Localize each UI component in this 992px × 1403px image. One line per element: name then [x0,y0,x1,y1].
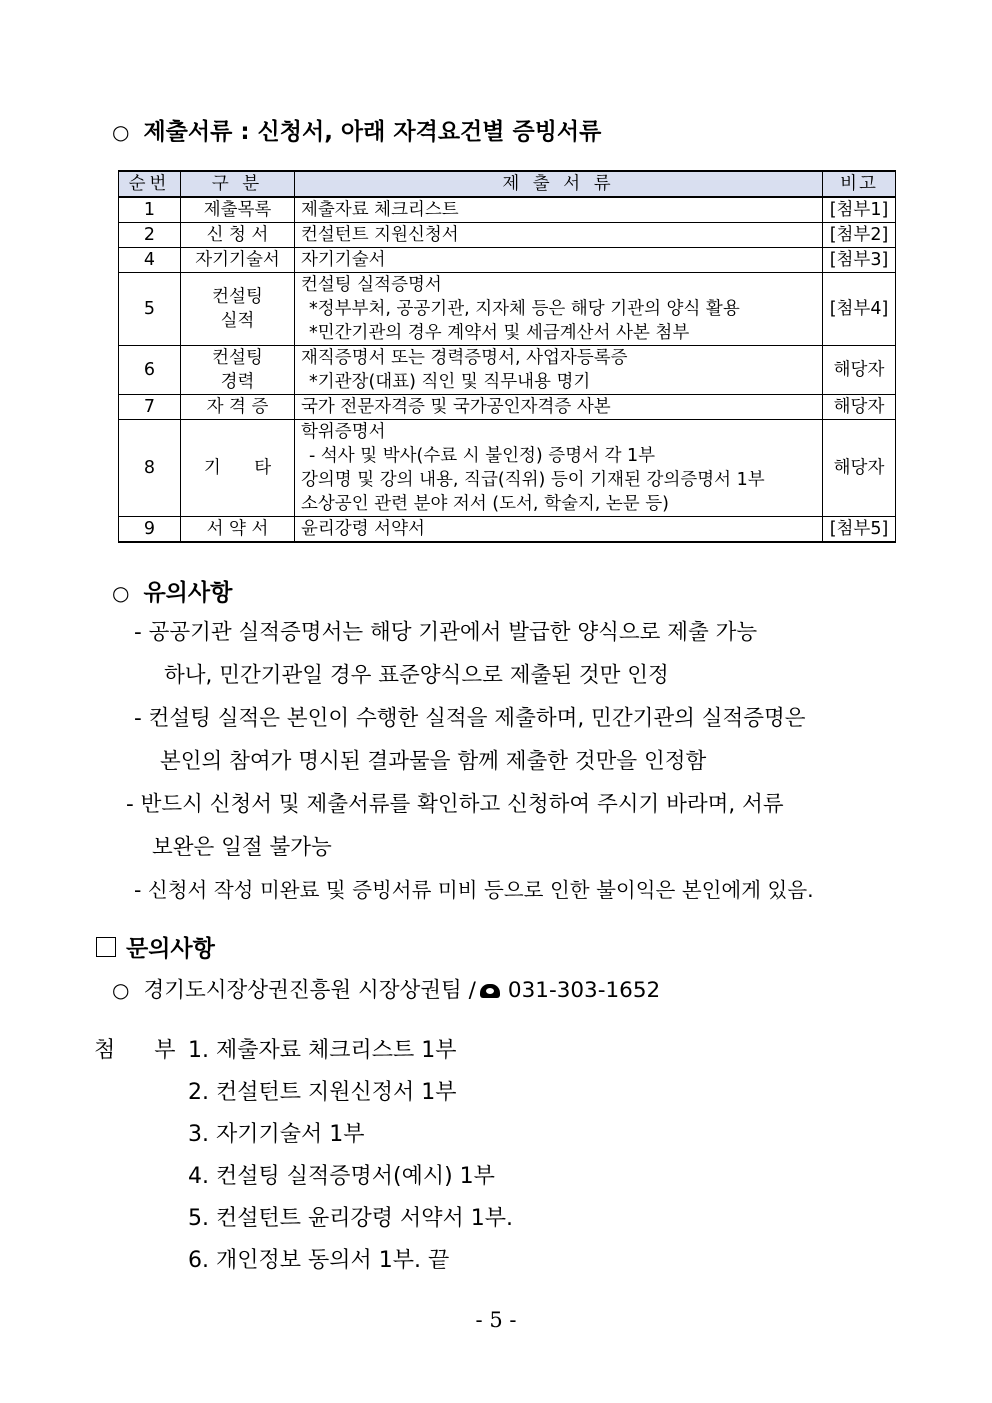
circle-bullet: ○ [112,120,130,144]
row-note: 해당자 [823,420,896,517]
row-docs: 컨설턴트 지원신청서 [295,223,823,248]
row-category [181,273,295,346]
doc-line: 학위증명서 [301,422,386,442]
attachment-item: 4. 컨설팅 실적증명서(예시) 1부 [188,1164,495,1189]
doc-line: 소상공인 관련 분야 저서 (도서, 학술지, 논문 등) [301,494,670,514]
row-note: [첨부5] [823,517,896,543]
row-docs [295,273,823,346]
contact-title [96,930,215,963]
row-docs: 제출자료 체크리스트 [295,197,823,223]
row-category [181,346,295,395]
row-category: 자기기술서 [181,248,295,273]
row-note: [첨부2] [823,223,896,248]
table-row [119,273,896,346]
row-no: 9 [119,517,181,543]
notes-title-text: 유의사항 [143,580,233,606]
attachment-item: 2. 컨설턴트 지원신정서 1부 [188,1080,457,1105]
doc-line: - 석사 및 박사(수료 시 불인정) 증명서 각 1부 [309,446,656,466]
table-row [119,223,896,248]
row-docs [295,420,823,517]
section-title-text: 제출서류 : 신청서, 아래 자격요건별 증빙서류 [143,119,602,145]
row-note: [첨부4] [823,273,896,346]
note-line: - 반드시 신청서 및 제출서류를 확인하고 신청하여 주시기 바라며, 서류 [126,792,784,817]
note-line: 하나, 민간기관일 경우 표준양식으로 제출된 것만 인정 [164,663,669,688]
row-no: 5 [119,273,181,346]
row-category: 자 격 증 [181,395,295,420]
table-row [119,346,896,395]
contact-title-text: 문의사항 [126,936,215,962]
section-title [112,113,601,146]
attachment-item: 6. 개인정보 동의서 1부. 끝 [188,1248,450,1273]
notes-title [112,574,232,607]
attachment-item: 5. 컨설턴트 윤리강령 서약서 1부. [188,1206,513,1231]
square-bullet-icon [96,937,116,957]
note-line: - 공공기관 실적증명서는 해당 기관에서 발급한 양식으로 제출 가능 [134,620,758,645]
header-note: 비고 [823,171,896,197]
row-no: 6 [119,346,181,395]
row-note: 해당자 [823,395,896,420]
note-line: 보완은 일절 불가능 [152,835,332,860]
row-category: 기 타 [181,420,295,517]
row-docs: 국가 전문자격증 및 국가공인자격증 사본 [295,395,823,420]
category-line: 경력 [220,372,255,392]
doc-line: *기관장(대표) 직인 및 직무내용 명기 [309,372,591,392]
contact-line [112,973,660,1004]
row-note: [첨부3] [823,248,896,273]
contact-org: 경기도시장상권진흥원 시장상권팀 / [143,978,476,1003]
table-row [119,197,896,223]
doc-line: 재직증명서 또는 경력증명서, 사업자등록증 [301,348,628,368]
header-documents: 제 출 서 류 [295,171,823,197]
attachments-label: 첨 부 [94,1038,192,1063]
doc-line: 강의명 및 강의 내용, 직급(직위) 등이 기재된 강의증명서 1부 [301,470,765,490]
attachment-item: 3. 자기기술서 1부 [188,1122,365,1147]
note-line: - 신청서 작성 미완료 및 증빙서류 미비 등으로 인한 불이익은 본인에게 있음. [134,878,814,902]
circle-bullet: ○ [112,978,130,1002]
row-note: [첨부1] [823,197,896,223]
row-no: 4 [119,248,181,273]
documents-table [118,170,896,543]
category-line: 컨설팅 [212,287,263,307]
row-docs [295,346,823,395]
doc-line: 컨설팅 실적증명서 [301,275,442,295]
attachment-item: 1. 제출자료 체크리스트 1부 [188,1038,457,1063]
header-no: 순번 [119,171,181,197]
table-row [119,248,896,273]
table-row [119,395,896,420]
phone-icon [480,984,500,998]
note-line: - 컨설팅 실적은 본인이 수행한 실적을 제출하며, 민간기관의 실적증명은 [134,706,806,731]
row-no: 7 [119,395,181,420]
row-category: 제출목록 [181,197,295,223]
doc-line: *정부부처, 공공기관, 지자체 등은 해당 기관의 양식 활용 [309,299,740,319]
contact-phone: 031-303-1652 [507,978,661,1003]
category-line: 컨설팅 [212,348,263,368]
circle-bullet: ○ [112,581,130,605]
row-no: 2 [119,223,181,248]
row-docs: 윤리강령 서약서 [295,517,823,543]
row-note: 해당자 [823,346,896,395]
row-no: 1 [119,197,181,223]
header-category: 구 분 [181,171,295,197]
table-row [119,517,896,543]
page-number: - 5 - [475,1308,517,1332]
category-line: 실적 [220,311,255,331]
doc-line: *민간기관의 경우 계약서 및 세금계산서 사본 첨부 [309,323,690,343]
row-category: 신 청 서 [181,223,295,248]
table-row [119,420,896,517]
row-no: 8 [119,420,181,517]
table-header-row [119,171,896,197]
row-docs: 자기기술서 [295,248,823,273]
note-line: 본인의 참여가 명시된 결과물을 함께 제출한 것만을 인정함 [160,749,707,774]
row-category: 서 약 서 [181,517,295,543]
